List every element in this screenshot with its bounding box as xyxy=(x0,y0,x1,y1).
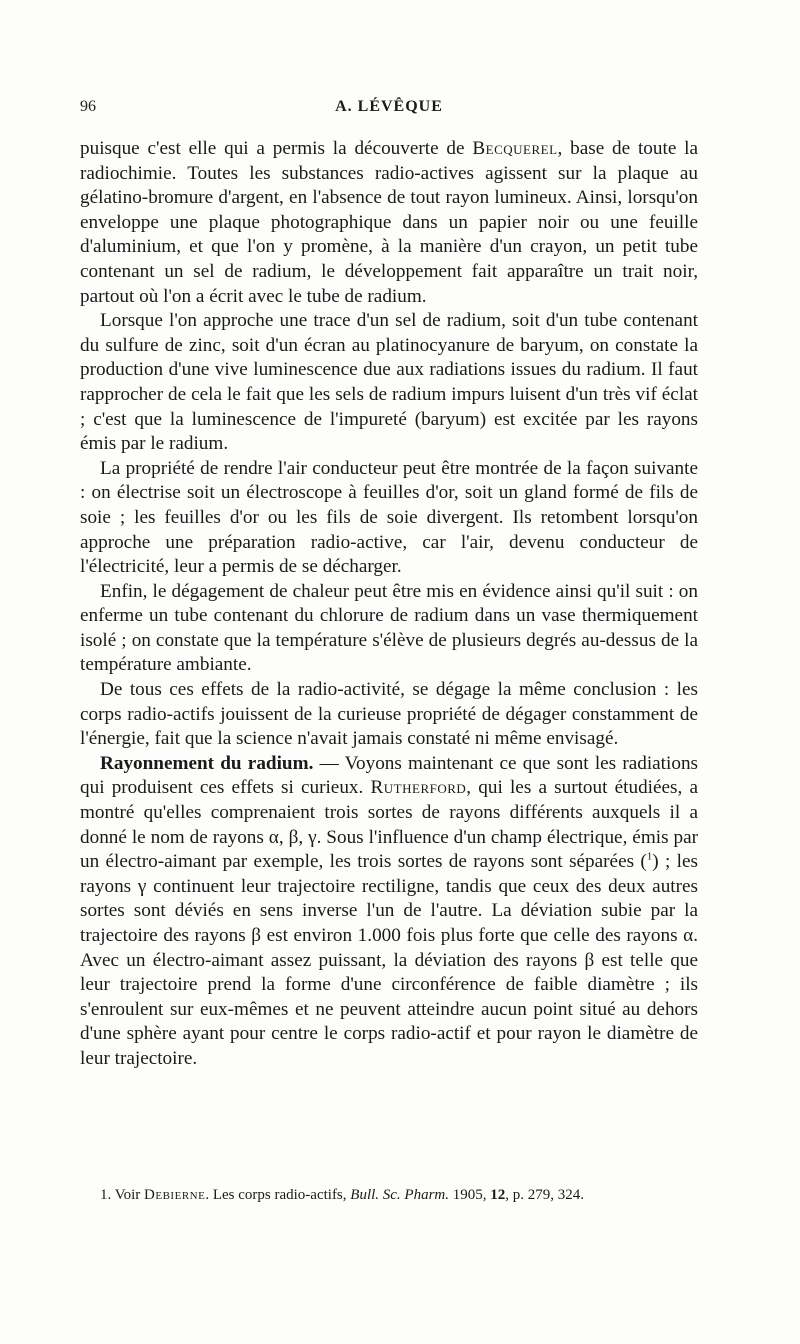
person-name-rutherford: Rutherford xyxy=(370,777,467,799)
paragraph-2: Lorsque l'on approche une trace d'un sel de radium, soit d'un tube contenant du sulfure de zinc, soit d'un écran au platinocyanure de baryum, on constate la production d'une vive luminescence due aux radiations issues du radium. Il faut rapprocher de cela le fait que les sels de radium impurs luisent d'un très vif éclat ; c'est que la luminescence de l'impureté (baryum) est excitée par les rayons émis par le radium. xyxy=(80,310,698,455)
footnote-text-c: 1905, xyxy=(449,1187,491,1203)
paragraph-5: De tous ces effets de la radio-activité, se dégage la même conclusion : les corps radio-actifs jouissent de la curieuse propriété de dégager constamment de l'énergie, fait que la science n'avait jamais constaté ni même envisagé. xyxy=(80,679,698,750)
footnote-text-a: Voir xyxy=(111,1187,145,1203)
running-head-author: A. LÉVÊQUE xyxy=(335,98,443,115)
paragraph-1-text-b: , base de toute la radiochimie. Toutes les substances radio-actives agissent sur la plaque au gélatino-bromure d'argent, en l'absence de tout rayon lumineux. Ainsi, lorsqu'on enveloppe une plaque photographique dans un papier noir ou une feuille d'aluminium, et que l'on y promène, à la manière d'un crayon, un petit tube contenant un sel de radium, le développement fait apparaître un trait noir, partout où l'on a écrit avec le tube de radium. xyxy=(80,138,699,307)
footnote xyxy=(80,1185,698,1205)
person-name-becquerel: Becquerel xyxy=(472,138,558,159)
footnote-text-b: . Les corps radio-actifs, xyxy=(205,1187,351,1203)
paragraph-3: La propriété de rendre l'air conducteur peut être montrée de la façon suivante : on électrise soit un électroscope à feuilles d'or, soit un gland formé de fils de soie ; les feuilles d'or ou les fils de soie divergent. Ils retombent lorsqu'on approche une préparation radio-active, car l'air, devenu conducteur de l'électricité, leur a permis de se décharger. xyxy=(80,457,698,578)
section-title: Rayonnement du radium. xyxy=(100,752,314,774)
paragraph-4: Enfin, le dégagement de chaleur peut être mis en évidence ainsi qu'il suit : on enferme un tube contenant du chlorure de radium dans un vase thermiquement isolé ; on constate que la température s'élève de plusieurs degrés au-dessus de la température ambiante. xyxy=(80,580,698,676)
paragraph-1 xyxy=(80,137,698,309)
running-head xyxy=(80,98,698,120)
footnote-volume: 12 xyxy=(490,1187,506,1203)
footnote-number: 1. xyxy=(100,1187,112,1203)
paragraph-6-text-a: — Voyons maintenant ce que sont les radiations qui produisent ces effets si curieux. xyxy=(80,752,698,799)
page-number: 96 xyxy=(80,98,96,115)
footnote-journal: Bull. Sc. Pharm. xyxy=(350,1187,450,1203)
paragraph-1-text-a: puisque c'est elle qui a permis la découverte de xyxy=(80,138,473,159)
footnote-reference: 1 xyxy=(646,850,653,863)
body-text xyxy=(80,137,698,1072)
footnote-author: Debierne xyxy=(144,1187,206,1203)
footnote-text-d: , p. 279, 324. xyxy=(505,1187,585,1203)
paragraph-6-text-b: , qui les a surtout étudiées, a montré qu'elles comprenaient trois sortes de rayons différents auxquels il a donné le nom de rayons α, β, γ. Sous l'influence d'un champ électrique, émis par un électro-aimant par exemple, les trois sortes de rayons sont séparées ( xyxy=(80,777,698,873)
paragraph-6-text-c: ) ; les rayons γ continuent leur trajectoire rectiligne, tandis que ceux des deux autres sortes sont déviés en sens inverse l'un de l'autre. La déviation subie par la trajectoire des rayons β est environ 1.000 fois plus forte que celle des rayons α. Avec un électro-aimant assez puissant, la déviation des rayons β est telle que leur trajectoire prend la forme d'une circonférence de faible diamètre ; ils s'enroulent sur eux-mêmes et ne peuvent atteindre aucun point situé au dehors d'une sphère ayant pour centre le corps radio-actif et pour rayon le diamètre de leur trajectoire. xyxy=(80,851,698,1069)
paragraph-6 xyxy=(80,752,698,1072)
